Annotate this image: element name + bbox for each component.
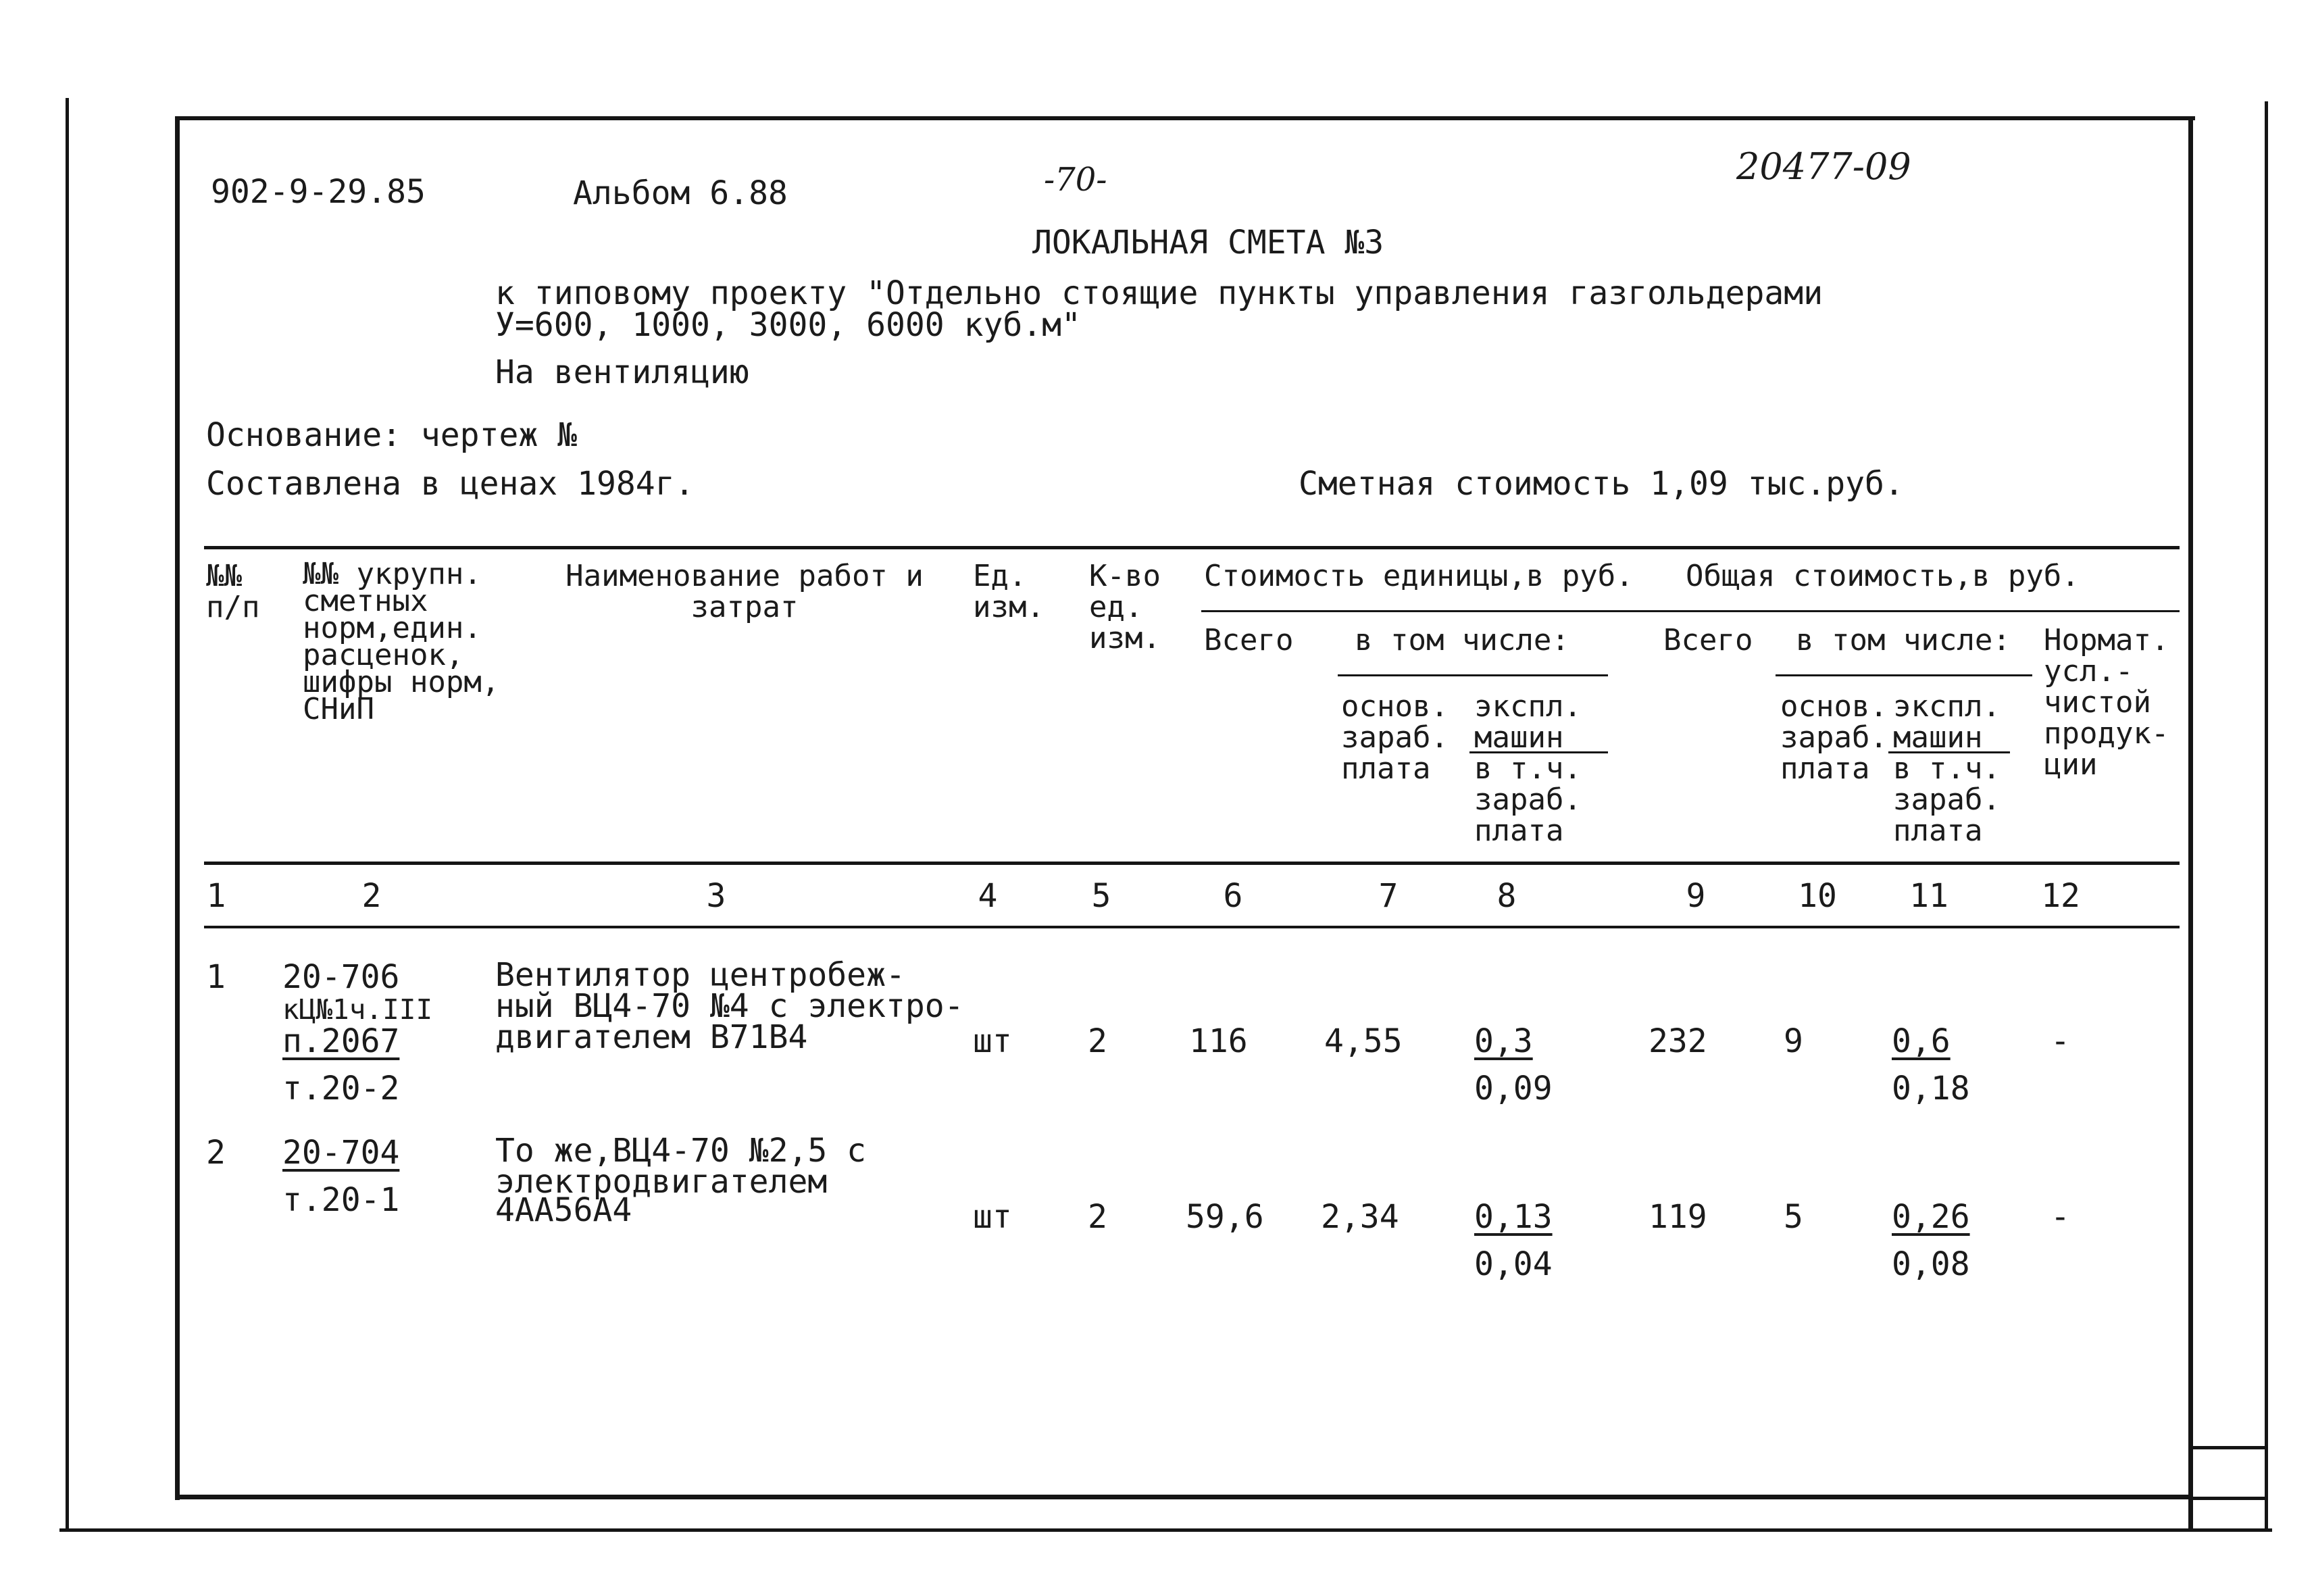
- row-1-num: 1: [206, 958, 226, 996]
- header-col-3: Наименование работ и затрат: [565, 559, 924, 624]
- row-2-num: 2: [206, 1134, 226, 1172]
- header-col-5: К-во ед. изм.: [1089, 559, 1161, 655]
- header-col-2: №№ укрупн. сметных норм,един. расценок, шифры норм, СНиП: [303, 557, 500, 726]
- row-2-unit-total: 59,6: [1186, 1198, 1264, 1236]
- header-col-11: экспл. машин в т.ч. зараб. плата: [1893, 689, 2001, 848]
- row-1-unit-total: 116: [1189, 1022, 1248, 1060]
- page-number: -70-: [1044, 161, 1107, 199]
- colnum-7: 7: [1378, 877, 1399, 915]
- right-margin-line: [2265, 101, 2268, 1530]
- row-1-code-2: кЦ№1ч.III: [282, 993, 433, 1026]
- colnum-5: 5: [1091, 877, 1111, 915]
- row-2-unit-wage: 2,34: [1321, 1198, 1399, 1236]
- row-2-total-mach: 0,26: [1892, 1198, 1970, 1236]
- frame-top: [179, 116, 2195, 120]
- row-2-unit-mach-wage: 0,04: [1474, 1245, 1553, 1283]
- row-2-code-2: т.20-1: [282, 1181, 400, 1219]
- document-code: 902-9-29.85: [211, 173, 426, 211]
- colnum-12: 12: [2041, 877, 2080, 915]
- document-title: ЛОКАЛЬНАЯ СМЕТА №3: [1032, 224, 1384, 261]
- row-2-total-mach-wage: 0,08: [1892, 1245, 1970, 1283]
- header-incl-2: в том числе:: [1796, 623, 2011, 657]
- row-1-total-wage: 9: [1784, 1022, 1803, 1060]
- album-label: Альбом 6.88: [573, 174, 788, 212]
- row-1-code-4: т.20-2: [282, 1070, 400, 1107]
- row-1-unit-mach-wage: 0,09: [1474, 1070, 1553, 1107]
- colnum-8: 8: [1496, 877, 1517, 915]
- header-col-7: основ. зараб. плата: [1341, 689, 1449, 786]
- colnum-1: 1: [206, 877, 226, 915]
- stamp-box-mid: [2188, 1497, 2265, 1500]
- colnum-2: 2: [361, 877, 382, 915]
- row-2-name-3: 4АА56А4: [495, 1191, 632, 1229]
- colnum-3: 3: [706, 877, 726, 915]
- frame-bottom: [175, 1495, 2192, 1499]
- header-unit-cost: Стоимость единицы,в руб.: [1204, 559, 1634, 593]
- row-1-unit-wage: 4,55: [1324, 1022, 1403, 1060]
- left-margin-line: [66, 98, 69, 1530]
- frame-left: [175, 116, 180, 1500]
- row-2-name-2: электродвигателем: [495, 1163, 828, 1201]
- section-label: На вентиляцию: [495, 353, 749, 391]
- colnum-4: 4: [978, 877, 998, 915]
- cost-group-rule: [1201, 610, 2180, 612]
- row-1-qty: 2: [1088, 1022, 1107, 1060]
- header-col-1: №№ п/п: [206, 559, 260, 624]
- row-1-name-2: ный ВЦ4-70 №4 с электро-: [495, 987, 964, 1025]
- row-1-name-1: Вентилятор центробеж-: [495, 956, 905, 994]
- incl1-rule: [1338, 674, 1608, 676]
- row-1-name-3: двигателем В71В4: [495, 1018, 808, 1056]
- row-1-total-mach: 0,6: [1892, 1022, 1951, 1060]
- incl2-rule: [1776, 674, 2032, 676]
- row-1-total: 232: [1649, 1022, 1707, 1060]
- stamp-box-top: [2188, 1446, 2265, 1449]
- header-incl-1: в том числе:: [1355, 623, 1569, 657]
- colnum-11: 11: [1909, 877, 1948, 915]
- header-total-cost: Общая стоимость,в руб.: [1686, 559, 2080, 593]
- row-2-total: 119: [1649, 1198, 1707, 1236]
- colnum-9: 9: [1686, 877, 1706, 915]
- row-2-unit: шт: [973, 1198, 1012, 1236]
- bottom-margin-line: [59, 1528, 2272, 1532]
- table-top-rule: [204, 546, 2180, 549]
- row-2-total-wage: 5: [1784, 1198, 1803, 1236]
- row-1-code-1: 20-706: [282, 958, 400, 996]
- estimated-cost: Сметная стоимость 1,09 тыс.руб.: [1299, 465, 1904, 503]
- row-1-norm: -: [2051, 1022, 2070, 1060]
- prices-label: Составлена в ценах 1984г.: [206, 465, 695, 503]
- header-col-8: экспл. машин в т.ч. зараб. плата: [1474, 689, 1582, 848]
- header-col-10: основ. зараб. плата: [1780, 689, 1888, 786]
- basis-label: Основание: чертеж №: [206, 416, 578, 454]
- colnum-6: 6: [1223, 877, 1243, 915]
- row-1-unit: шт: [973, 1022, 1012, 1060]
- row-2-qty: 2: [1088, 1198, 1107, 1236]
- row-2-norm: -: [2051, 1198, 2070, 1236]
- row-2-unit-mach: 0,13: [1474, 1198, 1553, 1236]
- header-col-9: Всего: [1663, 623, 1753, 657]
- frame-right: [2188, 116, 2193, 1532]
- row-1-code-3: п.2067: [282, 1022, 400, 1060]
- header-col-12: Нормат. усл.- чистой продук- ции: [2044, 623, 2169, 782]
- header-bottom-rule: [204, 862, 2180, 865]
- colnum-bottom-rule: [204, 926, 2180, 928]
- subtitle-line-2: У=600, 1000, 3000, 6000 куб.м": [495, 306, 1081, 344]
- header-col-4: Ед. изм.: [973, 559, 1045, 624]
- header-col-6: Всего: [1204, 623, 1294, 657]
- colnum-10: 10: [1798, 877, 1837, 915]
- row-1-unit-mach: 0,3: [1474, 1022, 1533, 1060]
- inventory-number: 20477-09: [1736, 145, 1911, 188]
- row-2-name-1: То же,ВЦ4-70 №2,5 с: [495, 1132, 867, 1170]
- row-1-total-mach-wage: 0,18: [1892, 1070, 1970, 1107]
- subtitle-line-1: к типовому проекту "Отдельно стоящие пункты управления газгольдерами: [495, 274, 1823, 312]
- row-2-code-1: 20-704: [282, 1134, 400, 1172]
